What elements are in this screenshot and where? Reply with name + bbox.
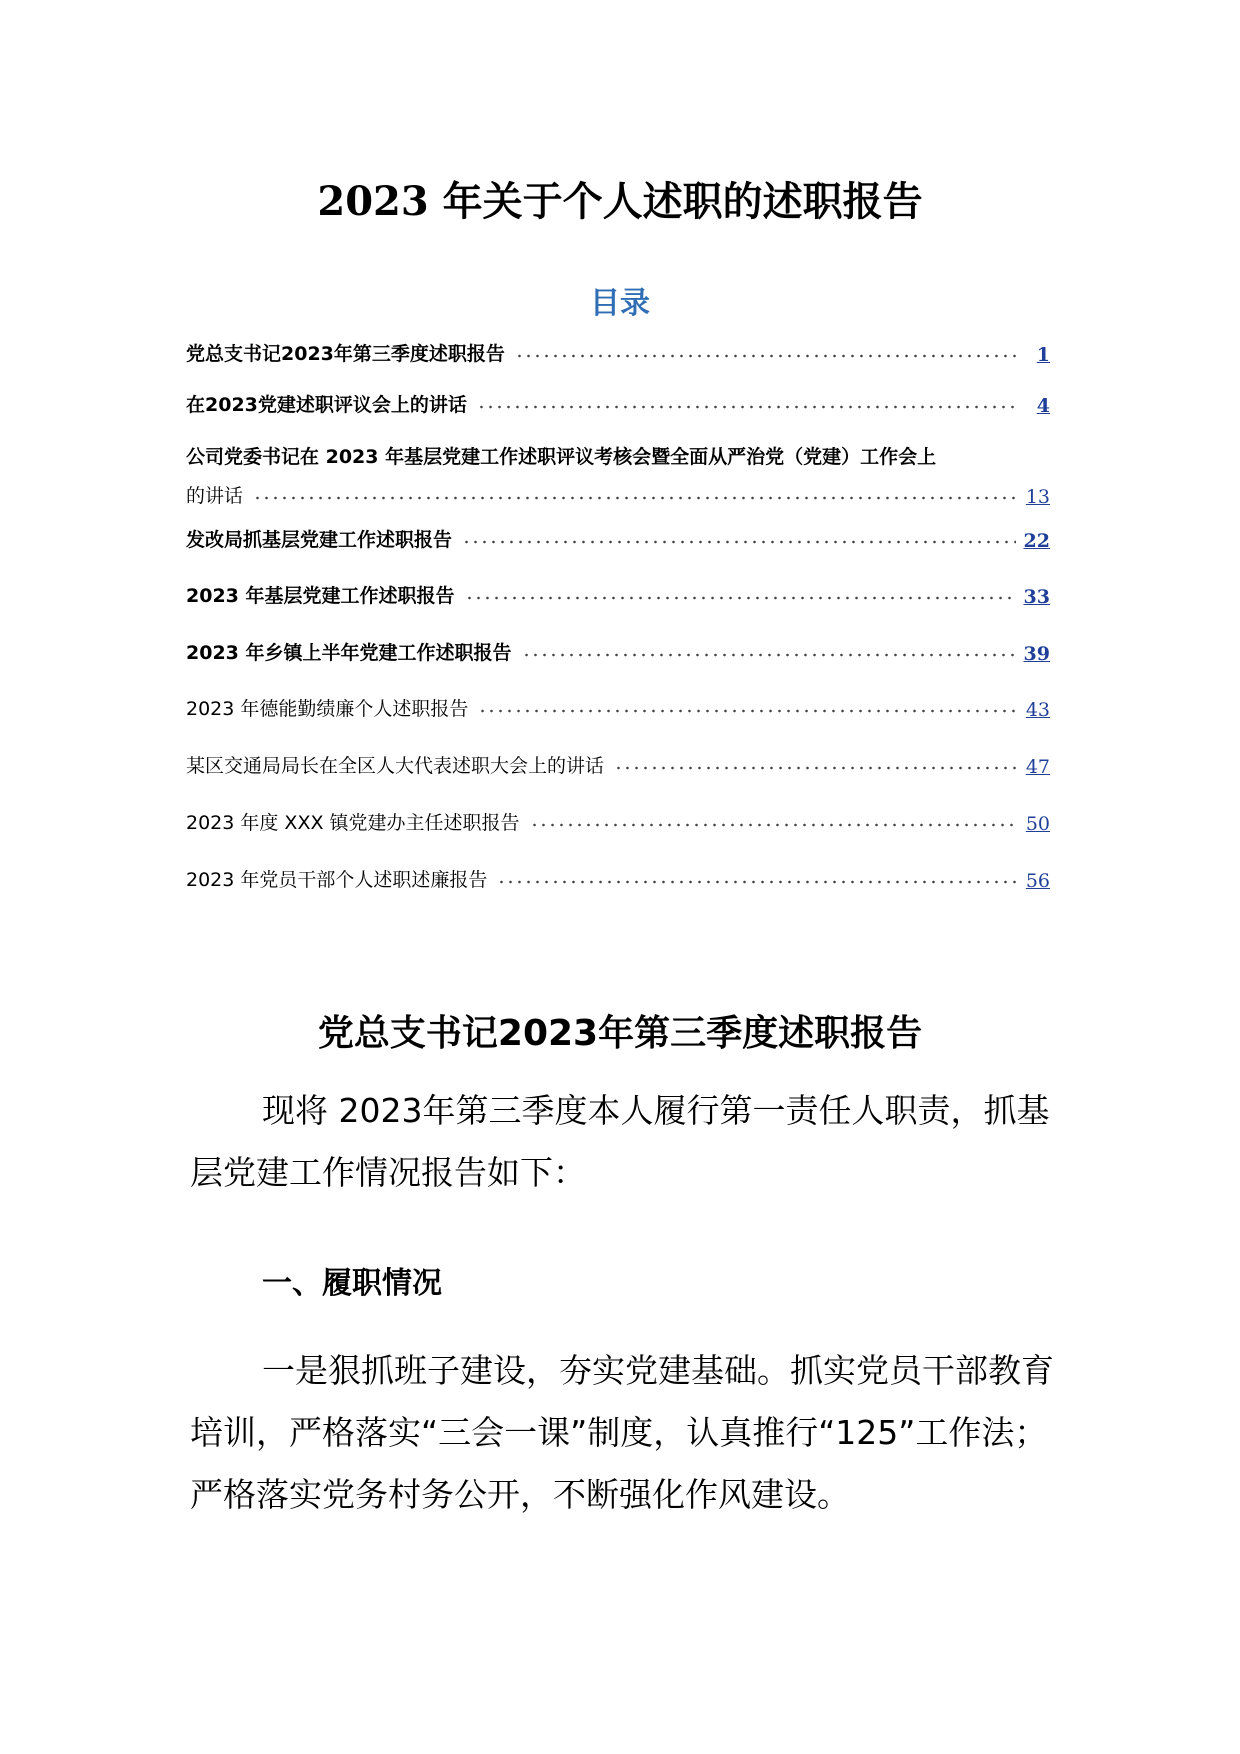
toc-dot-leader bbox=[497, 869, 1017, 885]
toc-page-link[interactable]: 43 bbox=[1025, 699, 1050, 721]
toc-entry-title: 2023 年度 XXX 镇党建办主任述职报告 bbox=[186, 812, 520, 834]
toc-dot-leader bbox=[465, 585, 1016, 601]
toc-entry[interactable] bbox=[186, 442, 1050, 508]
toc-page-link[interactable]: 39 bbox=[1023, 643, 1050, 665]
toc-entry[interactable] bbox=[186, 685, 1050, 721]
toc-dot-leader bbox=[614, 755, 1018, 771]
toc-page-link[interactable]: 1 bbox=[1036, 344, 1050, 366]
intro-paragraph: 现将 2023年第三季度本人履行第一责任人职责，抓基层党建工作情况报告如下： bbox=[190, 1091, 1050, 1192]
toc-dot-leader bbox=[462, 529, 1016, 545]
toc-page-link[interactable]: 4 bbox=[1036, 395, 1050, 417]
toc-entry[interactable] bbox=[186, 381, 1050, 417]
toc-entry-title: 2023 年党员干部个人述职述廉报告 bbox=[186, 869, 488, 891]
toc-entry-title: 在2023党建述职评议会上的讲话 bbox=[186, 394, 467, 416]
toc-entry-title: 某区交通局局长在全区人大代表述职大会上的讲话 bbox=[186, 755, 605, 777]
toc-entry[interactable] bbox=[186, 629, 1050, 665]
toc-dot-leader bbox=[515, 343, 1018, 359]
toc-entry[interactable] bbox=[186, 799, 1050, 835]
toc-entry[interactable] bbox=[186, 856, 1050, 892]
toc-entry-title: 2023 年德能勤绩廉个人述职报告 bbox=[186, 698, 469, 720]
toc-entry-title-line1: 公司党委书记在 2023 年基层党建工作述职评议考核会暨全面从严治党（党建）工作会上 bbox=[186, 446, 937, 468]
body-paragraph: 一是狠抓班子建设，夯实党建基础。抓实党员干部教育培训，严格落实“三会一课”制度，认真推行“125”工作法；严格落实党务村务公开，不断强化作风建设。 bbox=[190, 1351, 1054, 1514]
section-heading: 一、履职情况 bbox=[262, 1266, 442, 1301]
toc-entry[interactable] bbox=[186, 330, 1050, 366]
toc-page-link[interactable]: 56 bbox=[1025, 870, 1050, 892]
section-title: 党总支书记2023年第三季度述职报告 bbox=[317, 1013, 923, 1054]
toc-page-link[interactable]: 50 bbox=[1025, 813, 1050, 835]
toc-entry-title: 发改局抓基层党建工作述职报告 bbox=[186, 529, 453, 551]
toc-entry[interactable] bbox=[186, 572, 1050, 608]
toc-dot-leader bbox=[530, 812, 1018, 828]
toc-heading: 目录 bbox=[590, 286, 650, 321]
toc-page-link[interactable]: 33 bbox=[1023, 586, 1050, 608]
toc-page-link[interactable]: 13 bbox=[1025, 486, 1050, 508]
toc-page-link[interactable]: 22 bbox=[1023, 530, 1050, 552]
toc-entry[interactable] bbox=[186, 742, 1050, 778]
toc-dot-leader bbox=[522, 642, 1016, 658]
toc-entry-title: 的讲话 bbox=[186, 485, 244, 507]
toc-dot-leader bbox=[477, 394, 1018, 410]
toc-entry-title: 2023 年乡镇上半年党建工作述职报告 bbox=[186, 642, 512, 664]
toc-entry[interactable] bbox=[186, 516, 1050, 552]
document-title: 2023 年关于个人述职的述职报告 bbox=[317, 178, 923, 225]
toc-dot-leader bbox=[478, 698, 1017, 714]
toc-entry-title: 2023 年基层党建工作述职报告 bbox=[186, 585, 455, 607]
toc-dot-leader bbox=[253, 485, 1018, 501]
toc-page-link[interactable]: 47 bbox=[1025, 756, 1050, 778]
toc-entry-title: 党总支书记2023年第三季度述职报告 bbox=[186, 343, 505, 365]
